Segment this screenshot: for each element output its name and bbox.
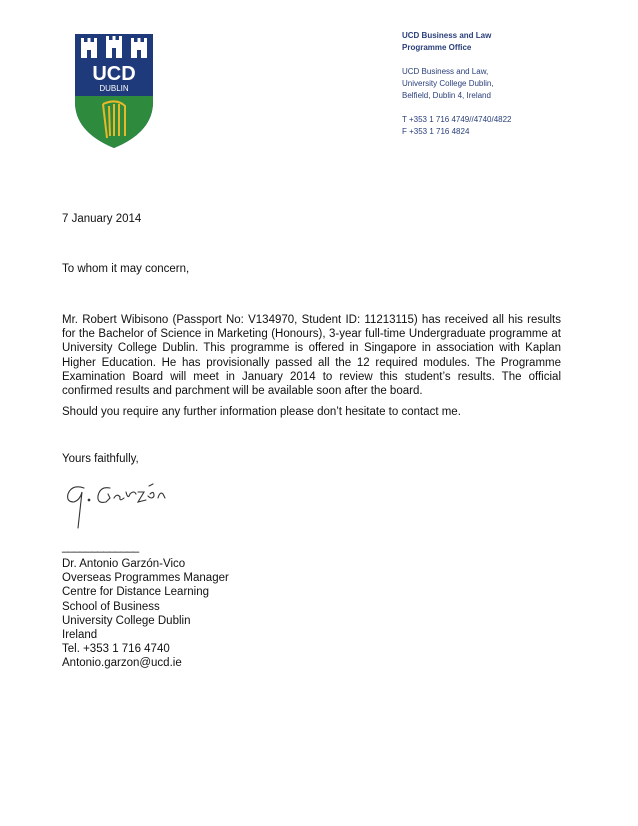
ucd-logo [73, 32, 155, 150]
sender-phone: Tel. +353 1 716 4740 [62, 643, 170, 656]
logo-text-dublin: DUBLIN [99, 84, 129, 93]
sender-title: Overseas Programmes Manager [62, 572, 229, 585]
office-subname: Programme Office [402, 43, 472, 52]
sender-block [62, 557, 229, 671]
handwritten-signature [62, 478, 172, 534]
office-name: UCD Business and Law [402, 31, 492, 40]
office-address-line: University College Dublin, [402, 79, 494, 88]
sender-name: Dr. Antonio Garzón-Vico [62, 558, 186, 570]
office-address-line: Belfield, Dublin 4, Ireland [402, 91, 491, 100]
sender-school: School of Business [62, 600, 160, 613]
salutation: To whom it may concern, [62, 263, 190, 275]
letter-date: 7 January 2014 [62, 213, 142, 225]
logo-text-ucd: UCD [92, 63, 136, 85]
body-paragraph: Mr. Robert Wibisono (Passport No: V134970, Student ID: 11213115) has received all his results for the Bachelor of Science in Marketing (Honours), 3-year full-time Undergraduate programme at University College Dublin. This programme is offered in Singapore in association with Kaplan Higher Education. He has provisionally passed all the 12 required modules. The Programme Examination Board will meet in January 2014 to review this student’s results. The official confirmed results and parchment will be available soon after the board. [62, 314, 561, 398]
sender-email: Antonio.garzon@ucd.ie [62, 657, 182, 670]
office-fax: F +353 1 716 4824 [402, 127, 470, 136]
sender-university: University College Dublin [62, 614, 191, 627]
contact-paragraph: Should you require any further information please don’t hesitate to contact me. [62, 406, 461, 418]
sender-country: Ireland [62, 629, 98, 642]
sender-department: Centre for Distance Learning [62, 586, 210, 599]
closing: Yours faithfully, [62, 453, 139, 465]
office-header [402, 30, 512, 138]
office-phone: T +353 1 716 4749//4740/4822 [402, 115, 512, 124]
signature-line: _____________ [62, 541, 139, 553]
office-address-line: UCD Business and Law, [402, 67, 489, 76]
